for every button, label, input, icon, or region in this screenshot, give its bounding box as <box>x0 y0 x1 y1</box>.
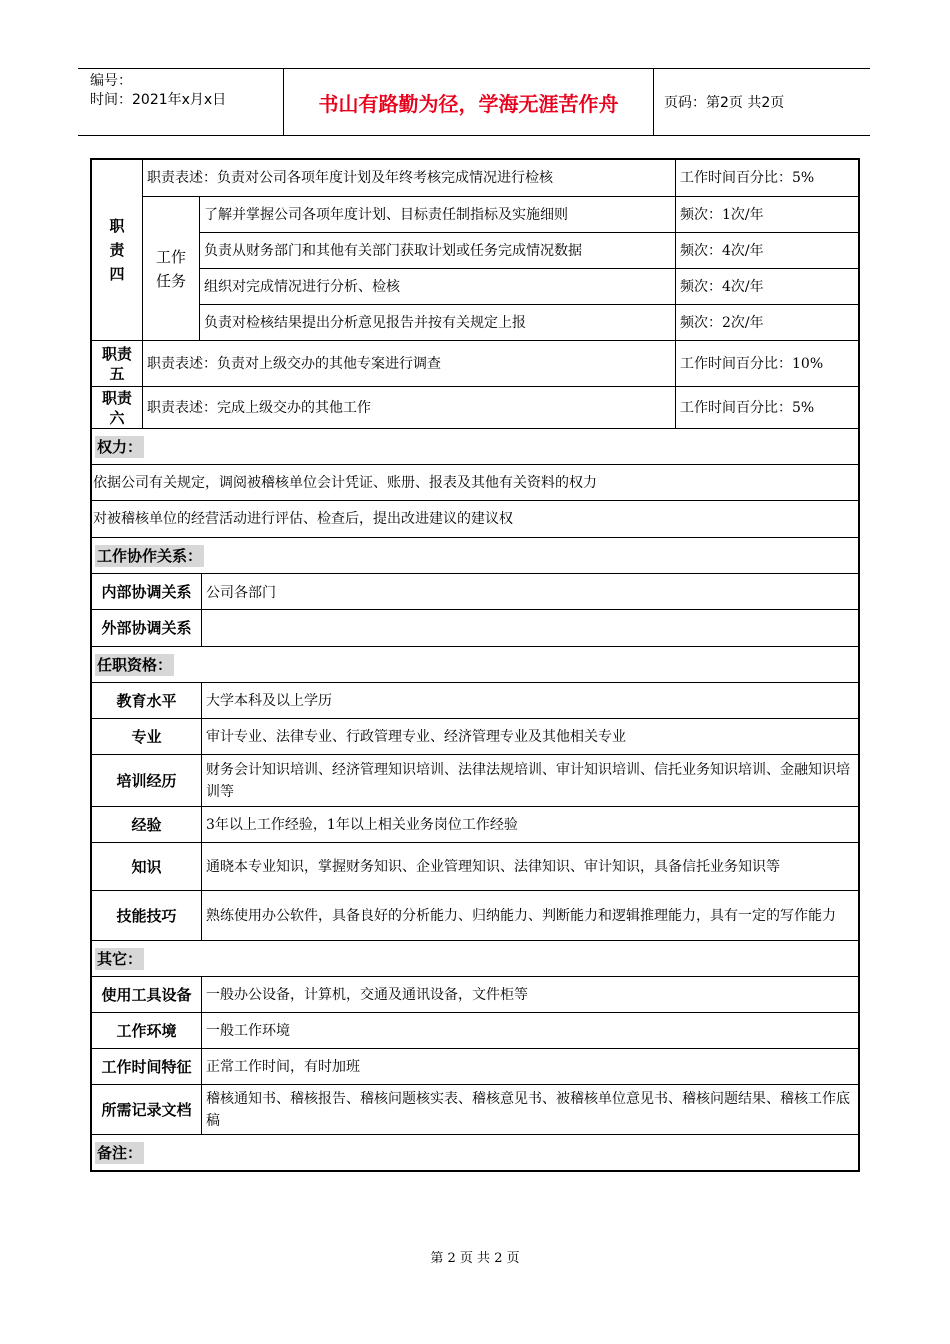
knowledge-label: 知识 <box>92 843 202 891</box>
duty4-label: 职 责 四 <box>92 160 143 341</box>
work-time-label: 工作时间特征 <box>92 1049 202 1085</box>
other-section-title <box>92 941 858 977</box>
duty4-task-frequency: 频次：4次/年 <box>676 269 858 305</box>
page-header <box>78 68 870 136</box>
work-time-value: 正常工作时间，有时加班 <box>202 1049 858 1085</box>
tools-label: 使用工具设备 <box>92 977 202 1013</box>
duty4-task: 负责从财务部门和其他有关部门获取计划或任务完成情况数据 <box>200 233 676 269</box>
documents-label: 所需记录文档 <box>92 1085 202 1135</box>
page-footer: 第 2 页 共 2 页 <box>430 1251 520 1266</box>
duty4-task: 了解并掌握公司各项年度计划、目标责任制指标及实施细则 <box>200 197 676 233</box>
duty5-description: 职责表述：负责对上级交办的其他专案进行调查 <box>143 341 676 387</box>
other-title-text: 其它： <box>97 949 143 968</box>
major-value: 审计专业、法律专业、行政管理专业、经济管理专业及其他相关专业 <box>202 719 858 755</box>
internal-coordination-label: 内部协调关系 <box>92 574 202 610</box>
remarks-section-title <box>92 1135 858 1170</box>
duty5-label: 职责 五 <box>92 341 143 387</box>
duty4-task-label: 工作 任务 <box>143 197 200 341</box>
duty4-task-frequency: 频次：4次/年 <box>676 233 858 269</box>
cooperation-section-title <box>92 538 858 574</box>
experience-label: 经验 <box>92 807 202 843</box>
skills-label: 技能技巧 <box>92 891 202 941</box>
education-label: 教育水平 <box>92 683 202 719</box>
environment-value: 一般工作环境 <box>202 1013 858 1049</box>
duty6-label: 职责 六 <box>92 387 143 429</box>
job-description-table <box>90 158 860 1172</box>
major-label: 专业 <box>92 719 202 755</box>
training-value: 财务会计知识培训、经济管理知识培训、法律法规培训、审计知识培训、信托业务知识培训、金融知识培训等 <box>202 755 858 807</box>
internal-coordination-value: 公司各部门 <box>202 574 858 610</box>
external-coordination-label: 外部协调关系 <box>92 610 202 647</box>
duty4-percent: 工作时间百分比：5% <box>676 160 858 197</box>
duty4-description: 职责表述：负责对公司各项年度计划及年终考核完成情况进行检核 <box>143 160 676 197</box>
knowledge-value: 通晓本专业知识，掌握财务知识、企业管理知识、法律知识、审计知识，具备信托业务知识等 <box>202 843 858 891</box>
header-page-info: 页码：第2页 共2页 <box>664 95 785 111</box>
duty5-percent: 工作时间百分比：10% <box>676 341 858 387</box>
document-date: 时间：2021年x月x日 <box>90 92 227 108</box>
skills-value: 熟练使用办公软件，具备良好的分析能力、归纳能力、判断能力和逻辑推理能力，具有一定的写作能力 <box>202 891 858 941</box>
duty4-task: 负责对检核结果提出分析意见报告并按有关规定上报 <box>200 305 676 341</box>
training-label: 培训经历 <box>92 755 202 807</box>
cooperation-title-text: 工作协作关系： <box>97 546 203 565</box>
duty4-task: 组织对完成情况进行分析、检核 <box>200 269 676 305</box>
duty6-description: 职责表述：完成上级交办的其他工作 <box>143 387 676 429</box>
duty4-task-frequency: 频次：2次/年 <box>676 305 858 341</box>
tools-value: 一般办公设备，计算机，交通及通讯设备，文件柜等 <box>202 977 858 1013</box>
header-motto: 书山有路勤为径，学海无涯苦作舟 <box>284 69 654 135</box>
qualifications-title-text: 任职资格： <box>97 655 173 674</box>
duty6-percent: 工作时间百分比：5% <box>676 387 858 429</box>
qualifications-section-title <box>92 647 858 683</box>
document-number-label: 编号： <box>90 73 132 89</box>
environment-label: 工作环境 <box>92 1013 202 1049</box>
education-value: 大学本科及以上学历 <box>202 683 858 719</box>
authority-title-text: 权力： <box>97 437 143 456</box>
authority-item: 依据公司有关规定，调阅被稽核单位会计凭证、账册、报表及其他有关资料的权力 <box>92 465 858 501</box>
header-meta <box>78 69 284 135</box>
authority-section-title <box>92 429 858 465</box>
duty4-task-frequency: 频次：1次/年 <box>676 197 858 233</box>
authority-item: 对被稽核单位的经营活动进行评估、检查后，提出改进建议的建议权 <box>92 501 858 538</box>
external-coordination-value <box>202 610 858 647</box>
experience-value: 3年以上工作经验，1年以上相关业务岗位工作经验 <box>202 807 858 843</box>
remarks-title-text: 备注： <box>97 1143 143 1162</box>
documents-value: 稽核通知书、稽核报告、稽核问题核实表、稽核意见书、被稽核单位意见书、稽核问题结果、稽核工作底稿 <box>202 1085 858 1135</box>
